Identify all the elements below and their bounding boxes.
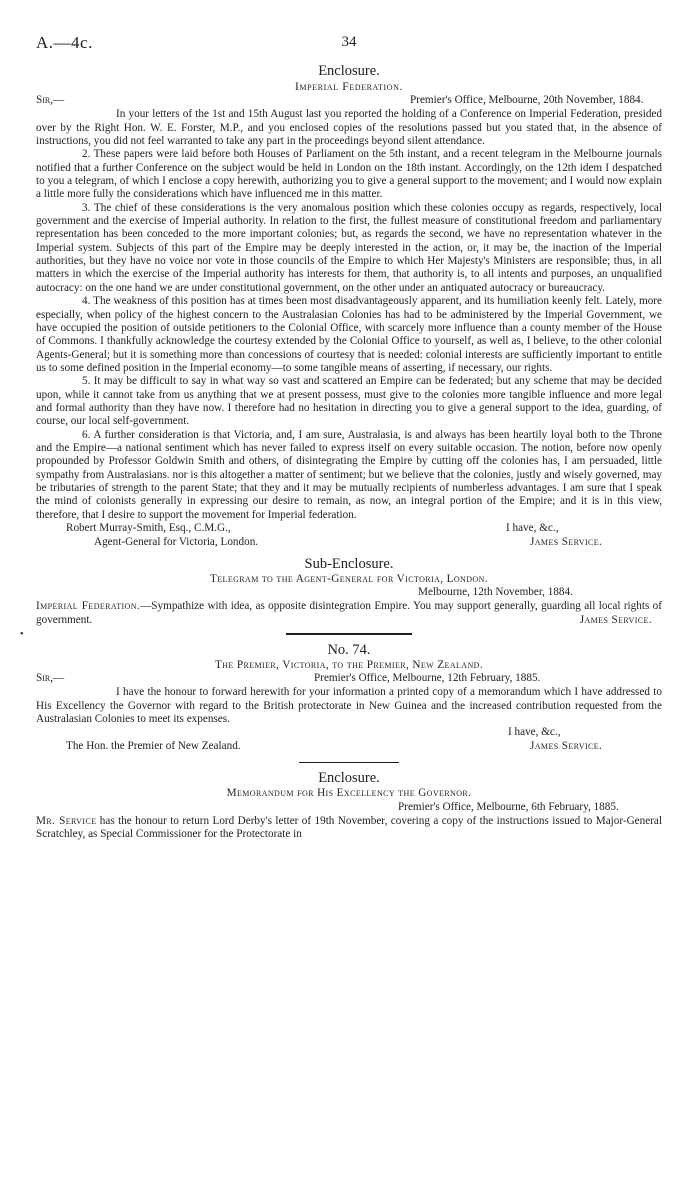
addressee-title: Agent-General for Victoria, London. (94, 536, 259, 548)
paragraph-1: In your letters of the 1st and 15th August last you reported the holding of a Conference on Imperial Federation, presided over by the Right Hon. W. E. Forster, M.P., and you enclosed copies of the resolutions passed but you stated that, in the absence of instructions, you did not feel warranted to take any part in the proceedings beyond silent attendance. (36, 108, 662, 148)
letter-number-heading: No. 74. (327, 642, 371, 659)
letter-74-addressee: The Hon. the Premier of New Zealand. (66, 740, 241, 753)
place-date: Premier's Office, Melbourne, 20th November, 1884. (410, 94, 644, 107)
enclosure-subheading: Imperial Federation. (295, 81, 403, 93)
salutation: Sir,— (36, 94, 65, 107)
page-reference: A.—4c. (36, 33, 93, 52)
letter-title: The Premier, Victoria, to the Premier, New Zealand. (214, 659, 484, 672)
paragraph-6: 6. A further consideration is that Victoria, and, I am sure, Australasia, is and always has been heartily loyal both to the Throne and the Empire—a national sentiment which has never failed to express itself on every suitable occasion. The notion, before now openly propounded by Professor Goldwin Smith and others, of disintegrating the Empire by cutting off the colonies has, I am persuaded, little sympathy from Australasians. nor is this altogether a matter of sentiment; but we believe that the colonies, justly and wisely governed, may be tributaries of strength to the parent State; that they and it may be mutually recipients of numberless advantages. I am sure that I speak the mind of colonists generally in expressing our desire to remain, as now, an integral portion of the Empire; and it is in this view, therefore, that I desire to support the movement for Imperial federation. (36, 428, 662, 521)
paragraph-3: 3. The chief of these considerations is the very anomalous position which these colonies occupy as regards, respectively, local government and the exercise of Imperial authority. In relation to the first, the fullest measure of constitutional freedom and parliamentary representation has been conceded to the more important colonies; but, as regards the second, we have no representation whatever in the Imperial system. Subjects of this part of the Empire may be deeply interested in the action, or, it may be, the inaction of the Imperial authorities, but they have no voice nor vote in those councils of the Empire to which Her Majesty's Ministers are responsible; thus, in all matters in which the exercise of the Imperial authority has interests for them, that authority is, to all intents and purposes, an unqualified autocracy: on the one hand we are under constitutional government, on the other under an antiquated autocracy or bureaucracy. (36, 201, 662, 294)
letter-74-signature: James Service. (530, 740, 603, 753)
subenclosure-heading: Sub-Enclosure. (304, 556, 394, 572)
memorandum-body: has the honour to return Lord Derby's letter of 19th November, covering a copy of the instructions issued to Major-General Scratchley, as Special Commissioner for the Protectorate in (36, 814, 663, 841)
letter-74-place-date: Premier's Office, Melbourne, 12th February, 1885. (314, 672, 541, 685)
closing-line-1 (36, 522, 662, 536)
telegram-place-date: Melbourne, 12th November, 1884. (418, 586, 573, 599)
letter-header (36, 94, 662, 108)
memorandum-title: Memorandum for His Excellency the Governor. (226, 787, 472, 800)
memorandum-place-date: Premier's Office, Melbourne, 6th February, 1885. (398, 800, 619, 813)
memorandum-lead: Mr. Service (36, 814, 97, 827)
telegram-signature: James Service. (579, 613, 652, 626)
letter-74-header (36, 672, 662, 686)
telegram-title: Telegram to the Agent-General for Victoria, London. (210, 573, 488, 585)
telegram-header (36, 586, 662, 600)
addressee-name: Robert Murray-Smith, Esq., C.M.G., (66, 522, 231, 534)
closing-phrase: I have, &c., (506, 522, 559, 534)
memorandum-header (36, 801, 662, 815)
section-divider (286, 633, 412, 635)
signature: James Service. (530, 536, 603, 548)
letter-74-signature-line (36, 740, 662, 754)
section-divider-thin (299, 762, 399, 763)
telegram-body: —Sympathize with idea, as opposite disintegration Empire. You may support generally, guarding all local rights of government. (36, 600, 662, 626)
paragraph-2: 2. These papers were laid before both Houses of Parliament on the 5th instant, and a recent telegram in the Melbourne journals notified that a further Conference on the subject would be held in London on the 18th instant. Accordingly, on the 12th idem I despatched to you a telegram, of which I enclose a copy herewith, authorizing you to give a general support to the movement; and I would now explain a little more fully the considerations which have influenced me in this matter. (36, 148, 662, 201)
enclosure-heading: Enclosure. (318, 63, 380, 79)
letter-74-closing-phrase: I have, &c., (508, 726, 561, 739)
letter-74-closing (36, 726, 662, 740)
telegram-text (36, 600, 662, 627)
page-header (36, 33, 662, 58)
page-number: 34 (341, 34, 357, 50)
telegram-lead: Imperial Federation. (36, 600, 141, 613)
paragraph-5: 5. It may be difficult to say in what way so vast and scattered an Empire can be federated; but any scheme that may be decided upon, while it cannot take from us anything that we at present possess, must give to the colonies more tangible influence and more legal and formal authority than they have now. I therefore had no hesitation in directing you to give a general support to the idea, guarding, of course, our local self-government. (36, 375, 662, 428)
paragraph-4: 4. The weakness of this position has at times been most disadvantageously apparent, and its humiliation keenly felt. Lately, more especially, when policy of the highest concern to the Australasian Colonies has had to be administered by the Imperial Government, we have occupied the position of outside petitioners to the Colonial Office, with scarcely more influence than a county member of the House of Commons. I thankfully acknowledge the courtesy extended by the Colonial Office to yourself, as well as, I believe, to the other colonial Agents-General; but it is something more than concessions of courtesy that is needed: colonial interests are sufficiently important to entitle us to some defined position in the Imperial economy—to some tangible means of asserting, if necessary, our rights. (36, 295, 662, 374)
memorandum-text (36, 815, 662, 842)
letter-74-salutation: Sir,— (36, 672, 65, 685)
letter-74-paragraph: I have the honour to forward herewith for your information a printed copy of a memorandum which I have addressed to His Excellency the Governor with regard to the British protectorate in New Guinea and the increased contribution requested from the Australasian Colonies to meet its expenses. (36, 686, 662, 726)
margin-mark: • (20, 629, 24, 640)
enclosure2-heading: Enclosure. (318, 770, 380, 787)
closing-line-2 (36, 536, 662, 550)
